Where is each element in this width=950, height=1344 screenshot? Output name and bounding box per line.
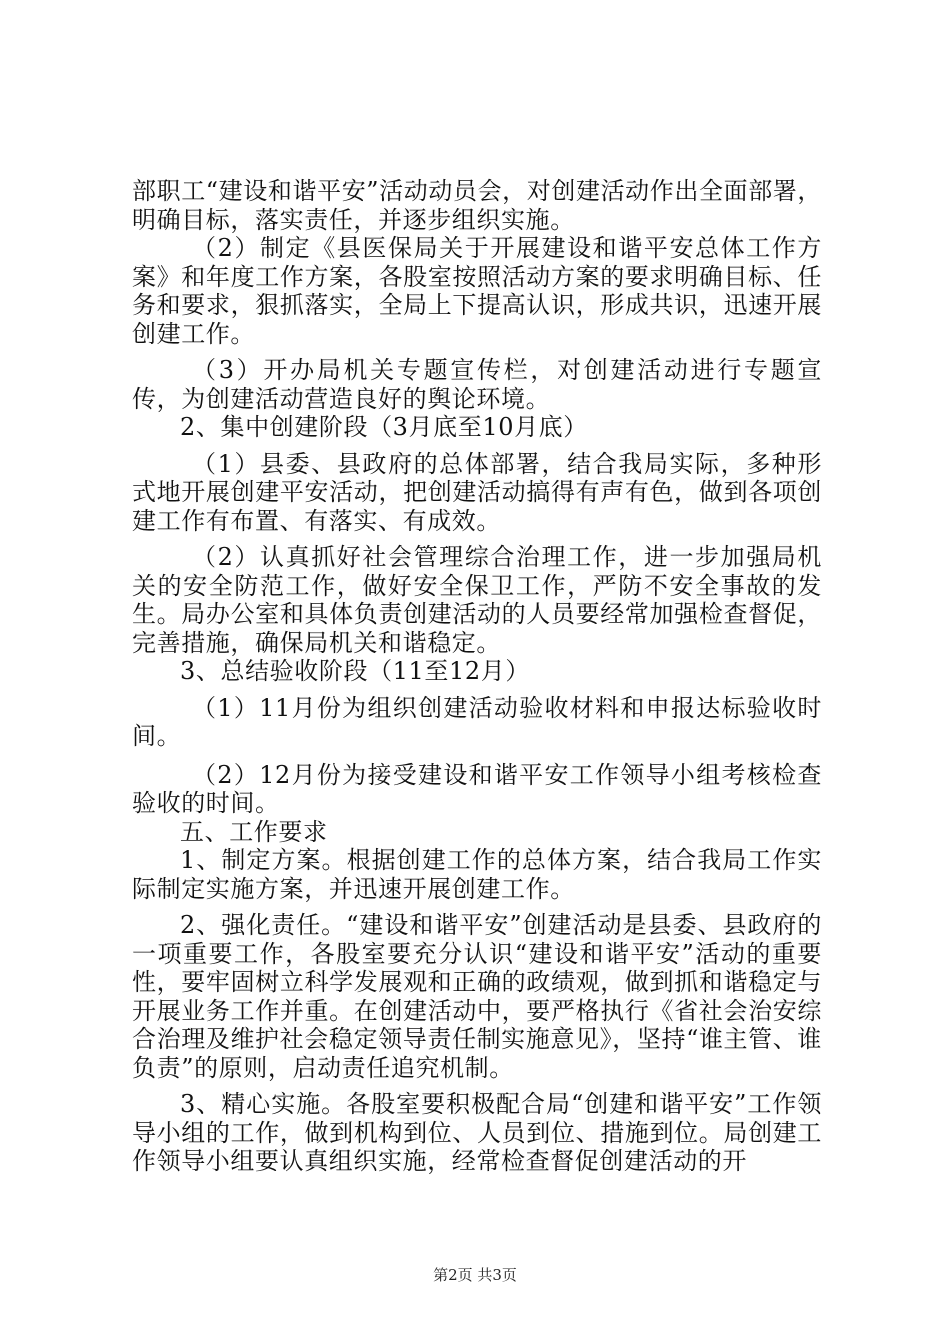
paragraph-4: 2、集中创建阶段（3月底至10月底） — [180, 413, 588, 441]
paragraph-1: 部职工“建设和谐平安”活动动员会，对创建活动作出全面部署，明确目标，落实责任，并逐步组织实施。 — [132, 177, 822, 234]
paragraph-3: （3）开办局机关专题宣传栏，对创建活动进行专题宣传，为创建活动营造良好的舆论环境。 — [132, 356, 822, 413]
paragraph-2: （2）制定《县医保局关于开展建设和谐平安总体工作方案》和年度工作方案，各股室按照活动方案的要求明确目标、任务和要求，狠抓落实，全局上下提高认识，形成共识，迅速开展创建工作。 — [132, 234, 822, 348]
paragraph-10: 五、工作要求 — [180, 817, 328, 846]
paragraph-8: （1）11月份为组织创建活动验收材料和申报达标验收时间。 — [132, 693, 822, 750]
paragraph-9: （2）12月份为接受建设和谐平安工作领导小组考核检查验收的时间。 — [132, 760, 822, 817]
paragraph-7: 3、总结验收阶段（11至12月） — [180, 657, 530, 685]
paragraph-11: 1、制定方案。根据创建工作的总体方案，结合我局工作实际制定实施方案，并迅速开展创建工作。 — [132, 846, 822, 903]
page-footer — [0, 1264, 950, 1285]
paragraph-6: （2）认真抓好社会管理综合治理工作，进一步加强局机关的安全防范工作，做好安全保卫工作，严防不安全事故的发生。局办公室和具体负责创建活动的人员要经常加强检查督促，完善措施，确保局机关和谐稳定。 — [132, 543, 822, 657]
paragraph-5: （1）县委、县政府的总体部署，结合我局实际，多种形式地开展创建平安活动，把创建活动搞得有声有色，做到各项创建工作有布置、有落实、有成效。 — [132, 449, 822, 535]
page-number-label: 第2页 共3页 — [433, 1266, 517, 1284]
paragraph-12: 2、强化责任。“建设和谐平安”创建活动是县委、县政府的一项重要工作，各股室要充分认识“建设和谐平安”活动的重要性，要牢固树立科学发展观和正确的政绩观，做到抓和谐稳定与开展业务工作并重。在创建活动中，要严格执行《省社会治安综合治理及维护社会稳定领导责任制实施意见》，坚持“谁主管、谁负责”的原则，启动责任追究机制。 — [132, 911, 822, 1082]
document-body — [132, 177, 822, 1176]
paragraph-13: 3、精心实施。各股室要积极配合局“创建和谐平安”工作领导小组的工作，做到机构到位、人员到位、措施到位。局创建工作领导小组要认真组织实施，经常检查督促创建活动的开 — [132, 1090, 822, 1175]
